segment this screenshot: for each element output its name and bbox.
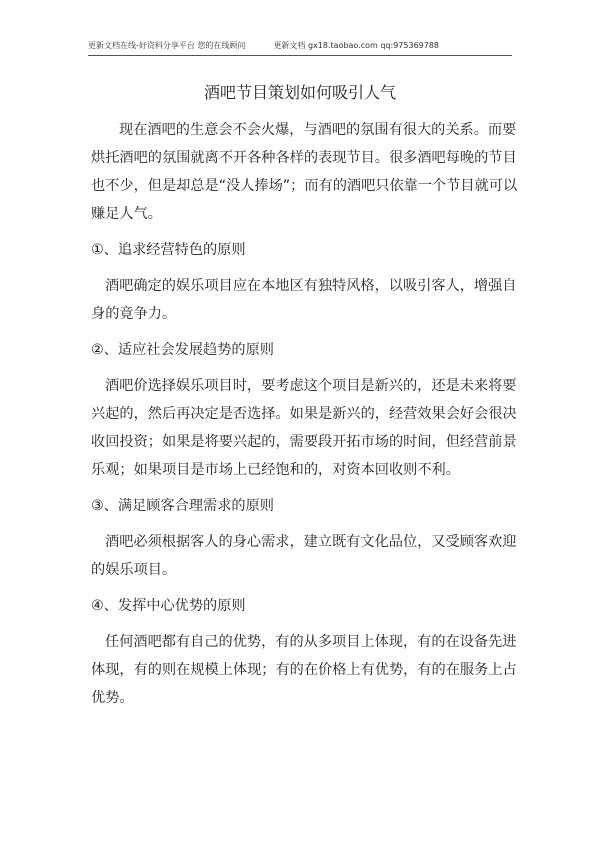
header-right-text: 更新文档 gx18.taobao.com qq:975369788 [273,41,440,50]
header-spacer [251,40,267,51]
intro-paragraph: 现在酒吧的生意会不会火爆，与酒吧的氛围有很大的关系。而要烘托酒吧的氛围就离不开各种各样的表现节目。很多酒吧每晚的节目也不少，但是却总是“没人捧场”；而有的酒吧只依靠一个节目就可以赚足人气。 [91,122,518,222]
section-2-heading: ②、适应社会发展趋势的原则 [91,342,274,358]
section-1-body: 酒吧确定的娱乐项目应在本地区有独特风格，以吸引客人，增强自身的竟争力。 [91,278,517,322]
document-title: 酒吧节目策划如何吸引人气 [203,83,396,102]
section-3-body: 酒吧必须根据客人的身心需求，建立既有文化品位，又受顾客欢迎的娱乐项目。 [91,534,517,578]
header-left-text: 更新文档在线-好资料分享平台 您的在线顾问 [88,41,246,50]
section-3-heading: ③、满足顾客合理需求的原则 [91,498,274,514]
page-header [88,40,512,56]
section-4-body: 任何酒吧都有自己的优势，有的从多项目上体现，有的在设备先进体现，有的则在规模上体现；有的在价格上有优势，有的在服务上占优势。 [91,634,517,706]
document-body [91,116,521,720]
section-2-body: 酒吧价选择娱乐项目时，要考虑这个项目是新兴的，还是未来将要兴起的，然后再决定是否选择。如果是新兴的，经营效果会好会很决收回投资；如果是将要兴起的，需要段开拓市场的时间，但经营前景乐观；如果项目是市场上已经饱和的，对资本回收则不利。 [91,378,517,478]
section-1-heading: ①、追求经营特色的原则 [91,242,246,258]
section-4-heading: ④、发挥中心优势的原则 [91,598,246,614]
